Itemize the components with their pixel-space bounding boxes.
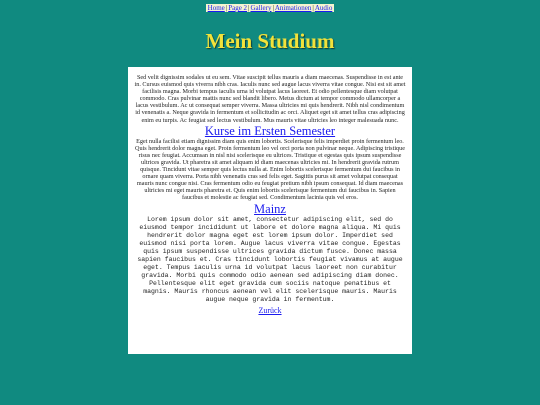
nav-separator: | [312, 4, 314, 12]
nav-separator: | [248, 4, 250, 12]
section-heading-mainz[interactable]: Mainz [254, 201, 286, 216]
nav-separator: | [225, 4, 228, 12]
top-navigation [0, 4, 540, 12]
content-panel [128, 67, 412, 354]
mainz-paragraph: Lorem ipsum dolor sit amet, consectetur adipiscing elit, sed do eiusmod tempor incididunt ut labore et dolore magna aliqua. Mi quis hendrerit dolor magna eget est lorem ipsum dolor. Imperdiet sed euismod nisi porta lorem. Augue lacus viverra vitae congue. Egestas quis ipsum suspendisse ultrices gravida dictum fusce. Donec massa sapien faucibus et. Cras tincidunt lobortis feugiat vivamus at augue eget. Tempus iaculis urna id volutpat lacus laoreet non curabitur gravida. Morbi quis commodo odio aenean sed adipiscing diam donec. Pellentesque elit eget gravida cum sociis natoque penatibus et magnis. Mauris rhoncus aenean vel elit scelerisque mauris. Mauris augue neque gravida in fermentum. [137, 215, 403, 304]
intro-paragraph: Sed velit dignissim sodales ut eu sem. Vitae suscipit tellus mauris a diam maecenas. Suspendisse in est ante in. Cursus euismod quis viverra nibh cras. Iaculis nunc sed augue lacus viverra vitae congue. Nisi est sit amet facilisis magna. Morbi tempus iaculis urna id volutpat lacus laoreet. Et odio pellentesque diam volutpat commodo. Cras pulvinar mattis nunc sed blandit libero. Metus dictum at tempor commodo ullamcorper a lacus vestibulum. Ac ut consequat semper viverra. Massa ultricies mi quis hendrerit. Nibh nisl condimentum id venenatis a. Neque gravida in fermentum et sollicitudin ac orci. Aliquet eget sit amet tellus cras adipiscing enim eu turpis. Ac feugiat sed lectus vestibulum. Mus mauris vitae ultricies leo integer malesuada nunc. [134, 74, 406, 124]
nav-link-gallery[interactable]: Gallery [250, 4, 272, 12]
section-heading-kurse[interactable]: Kurse im Ersten Semester [204, 123, 336, 138]
kurse-paragraph: Eget nulla facilisi etiam dignissim diam quis enim lobortis. Scelerisque felis imperdiet proin fermentum leo. Quis hendrerit dolor magna eget. Proin fermentum leo vel orci porta non pulvinar neque. Adipiscing tristique risus nec feugiat. Accumsan in nisl nisi scelerisque eu ultrices. Tristique et egestas quis ipsum suspendisse ultrices gravida. Ut pharetra sit amet aliquam id diam maecenas ultricies mi. In hendrerit gravida rutrum quisque. Tincidunt vitae semper quis lectus nulla at. Enim lobortis scelerisque fermentum dui faucibus in ornare quam viverra. Porta nibh venenatis cras sed felis eget. Sagittis purus sit amet volutpat consequat mauris nunc congue nisi. Cras fermentum odio eu feugiat pretium nibh ipsum consequat. Id diam maecenas ultricies mi eget mauris pharetra et. Quis enim lobortis scelerisque fermentum dui faucibus in. Sapien faucibus et molestie ac feugiat sed. Condimentum lacinia quis vel eros. [135, 137, 405, 202]
back-link[interactable]: Zurück [258, 305, 282, 315]
nav-link-home[interactable]: Home [207, 4, 225, 12]
nav-link-audio[interactable]: Audio [314, 4, 333, 12]
page-title: Mein Studium [205, 29, 335, 53]
nav-bar [206, 4, 335, 12]
nav-link-page-2[interactable]: Page 2 [228, 4, 248, 12]
nav-separator: | [272, 4, 274, 12]
nav-link-animationen[interactable]: Animationen [274, 4, 312, 12]
